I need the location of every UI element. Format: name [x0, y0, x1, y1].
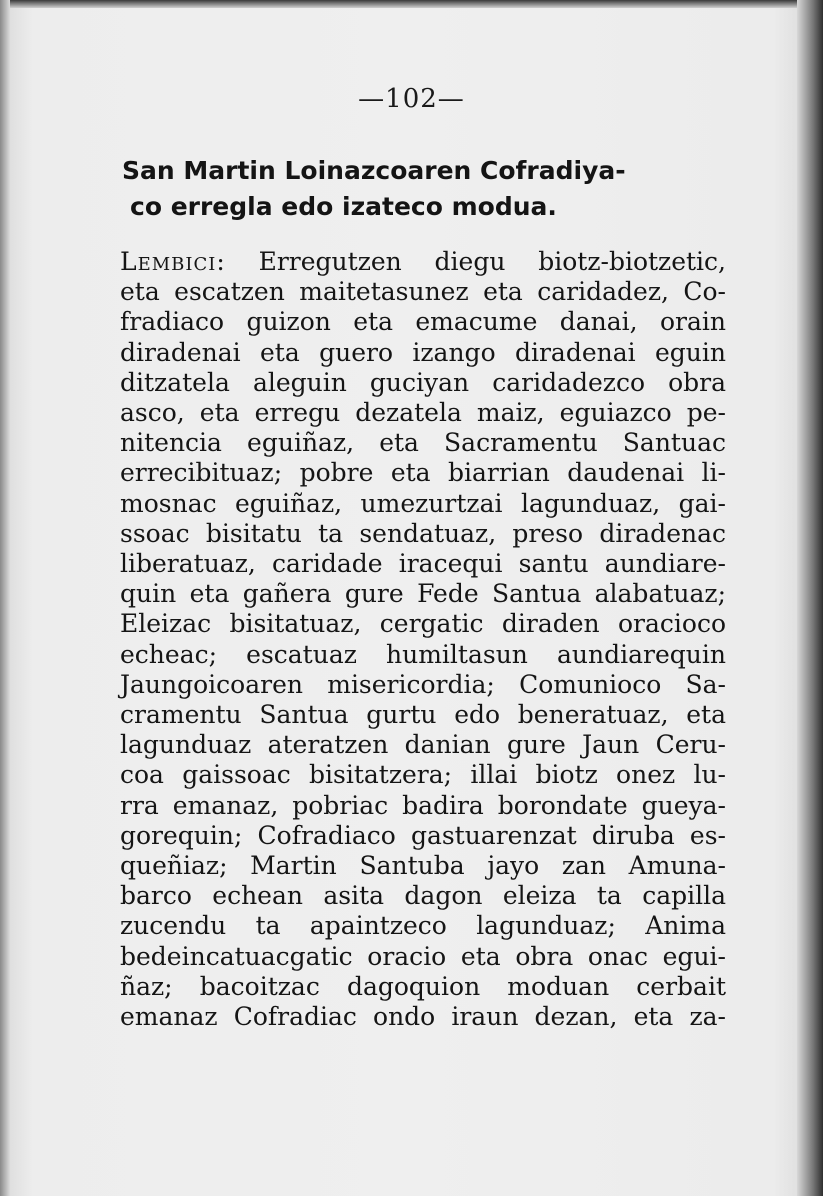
text-line: nitencia eguiñaz, eta Sacramentu Santuac	[120, 428, 726, 458]
text-line: fradiaco guizon eta emacume danai, orain	[120, 307, 726, 337]
text-line: echeac; escatuaz humiltasun aundiarequin	[120, 639, 726, 669]
text-line: queñiaz; Martin Santuba jayo zan Amuna-	[120, 851, 726, 881]
text-line: ñaz; bacoitzac dagoquion moduan cerbait	[120, 971, 726, 1001]
text-line: asco, eta erregu dezatela maiz, eguiazco pe-	[120, 398, 726, 428]
text-line: lagunduaz ateratzen danian gure Jaun Ceru-	[120, 730, 726, 760]
text-line: Eleizac bisitatuaz, cergatic diraden oracioco	[120, 609, 726, 639]
text-line: ditzatela aleguin guciyan caridadezco obra	[120, 367, 726, 397]
page-number: —102—	[358, 84, 465, 114]
text-line: quin eta gañera gure Fede Santua alabatuaz;	[120, 579, 726, 609]
page-top-edge	[0, 0, 823, 8]
text-line: ssoac bisitatu ta sendatuaz, preso diradenac	[120, 518, 726, 548]
text-line	[120, 247, 726, 277]
text-line: rra emanaz, pobriac badira borondate gueya-	[120, 790, 726, 820]
text-line: zucendu ta apaintzeco lagunduaz; Anima	[120, 911, 726, 941]
text-line: bedeincatuacgatic oracio eta obra onac egui-	[120, 941, 726, 971]
text-line: gorequin; Cofradiaco gastuarenzat diruba es-	[120, 820, 726, 850]
text-line: Jaungoicoaren misericordia; Comunioco Sa-	[120, 669, 726, 699]
text-line-content: Erregutzen diegu biotz-biotzetic,	[225, 247, 726, 276]
text-line: barco echean asita dagon eleiza ta capilla	[120, 881, 726, 911]
page-right-edge	[797, 0, 823, 1196]
text-line: diradenai eta guero izango diradenai eguin	[120, 337, 726, 367]
heading-line-1: San Martin Loinazcoaren Cofradiya-	[122, 156, 626, 185]
lead-label: Lembici:	[120, 247, 226, 276]
text-line: coa gaissoac bisitatzera; illai biotz onez lu-	[120, 760, 726, 790]
text-line: errecibituaz; pobre eta biarrian daudenai li-	[120, 458, 726, 488]
text-line: emanaz Cofradiac ondo iraun dezan, eta za-	[120, 1002, 726, 1032]
body-paragraph	[120, 247, 726, 1032]
heading-line-2: co erregla edo izateco modua.	[130, 192, 557, 221]
text-line: liberatuaz, caridade iracequi santu aundiare-	[120, 549, 726, 579]
text-line: eta escatzen maitetasunez eta caridadez, Co-	[120, 277, 726, 307]
section-heading	[122, 153, 732, 225]
text-line: mosnac eguiñaz, umezurtzai lagunduaz, gai-	[120, 488, 726, 518]
page-left-edge	[0, 0, 10, 1196]
text-line: cramentu Santua gurtu edo beneratuaz, eta	[120, 700, 726, 730]
